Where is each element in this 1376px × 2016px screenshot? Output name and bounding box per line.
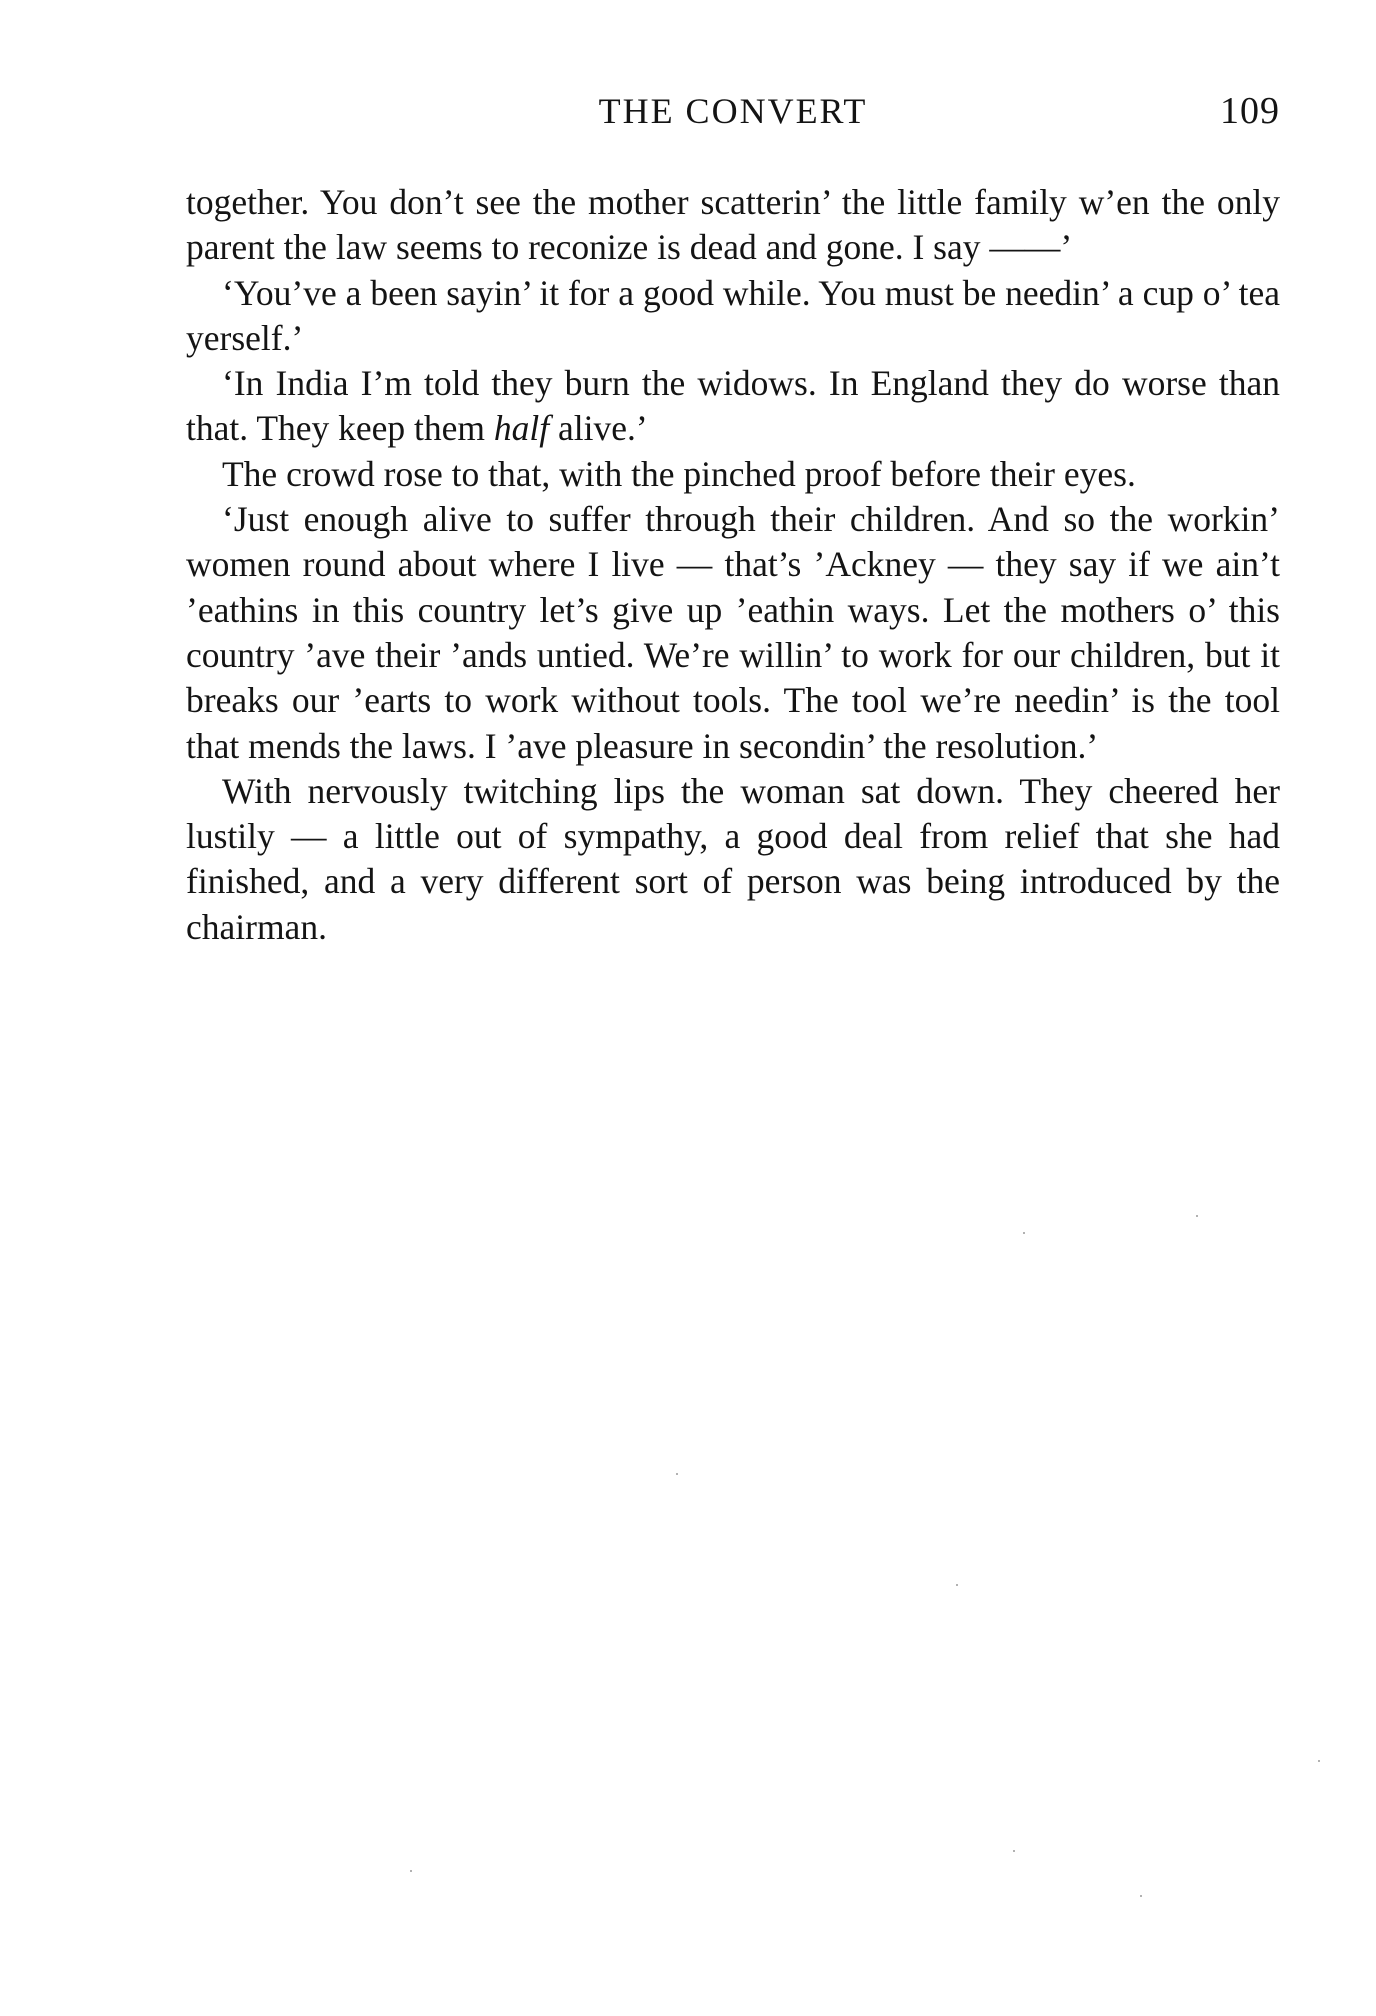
scan-speck — [1318, 1760, 1320, 1762]
page-number: 109 — [1220, 90, 1280, 132]
paragraph-1: together. You don’t see the mother scatterin’ the little family w’en the only parent the law seems to reconize is dead and gone. I say ——’ — [186, 182, 1280, 268]
scan-speck — [676, 1473, 678, 1475]
running-head — [186, 86, 1280, 136]
running-title: THE CONVERT — [598, 91, 868, 131]
scan-speck — [1013, 1850, 1015, 1852]
scan-speck — [410, 1870, 412, 1872]
paragraph-3 — [186, 361, 1280, 452]
paragraph-4: The crowd rose to that, with the pinched proof before their eyes. — [222, 453, 1136, 494]
scan-speck — [956, 1584, 958, 1586]
body-text — [186, 180, 1280, 950]
scan-speck — [1196, 1215, 1198, 1217]
paragraph-6: With nervously twitching lips the woman sat down. They cheered her lustily — a little out of sympathy, a good deal from relief that she had finished, and a very different sort of person was being introduced by the chairman. — [186, 770, 1280, 947]
paragraph-3-end: alive.’ — [549, 408, 648, 449]
paragraph-3-text: ‘In India I’m told they burn the widows. In England they do worse than that. They keep them — [186, 363, 1280, 449]
paragraph-5: ‘Just enough alive to suffer through their children. And so the workin’ women round about where I live — that’s ’Ackney — they say if we ain’t ’eathins in this country let’s give up ’eathin ways. Let the mothers o’ this country ’ave their ’ands untied. We’re willin’ to work for our children, but it breaks our ’earts to work without tools. The tool we’re needin’ is the tool that mends the laws. I ’ave pleasure in secondin’ the resolution.’ — [186, 499, 1280, 766]
paragraph-2: ‘You’ve a been sayin’ it for a good while. You must be needin’ a cup o’ tea yerself.’ — [186, 272, 1280, 358]
italic-word: half — [493, 408, 550, 449]
scan-speck — [1140, 1895, 1142, 1897]
scan-speck — [1023, 1232, 1025, 1234]
